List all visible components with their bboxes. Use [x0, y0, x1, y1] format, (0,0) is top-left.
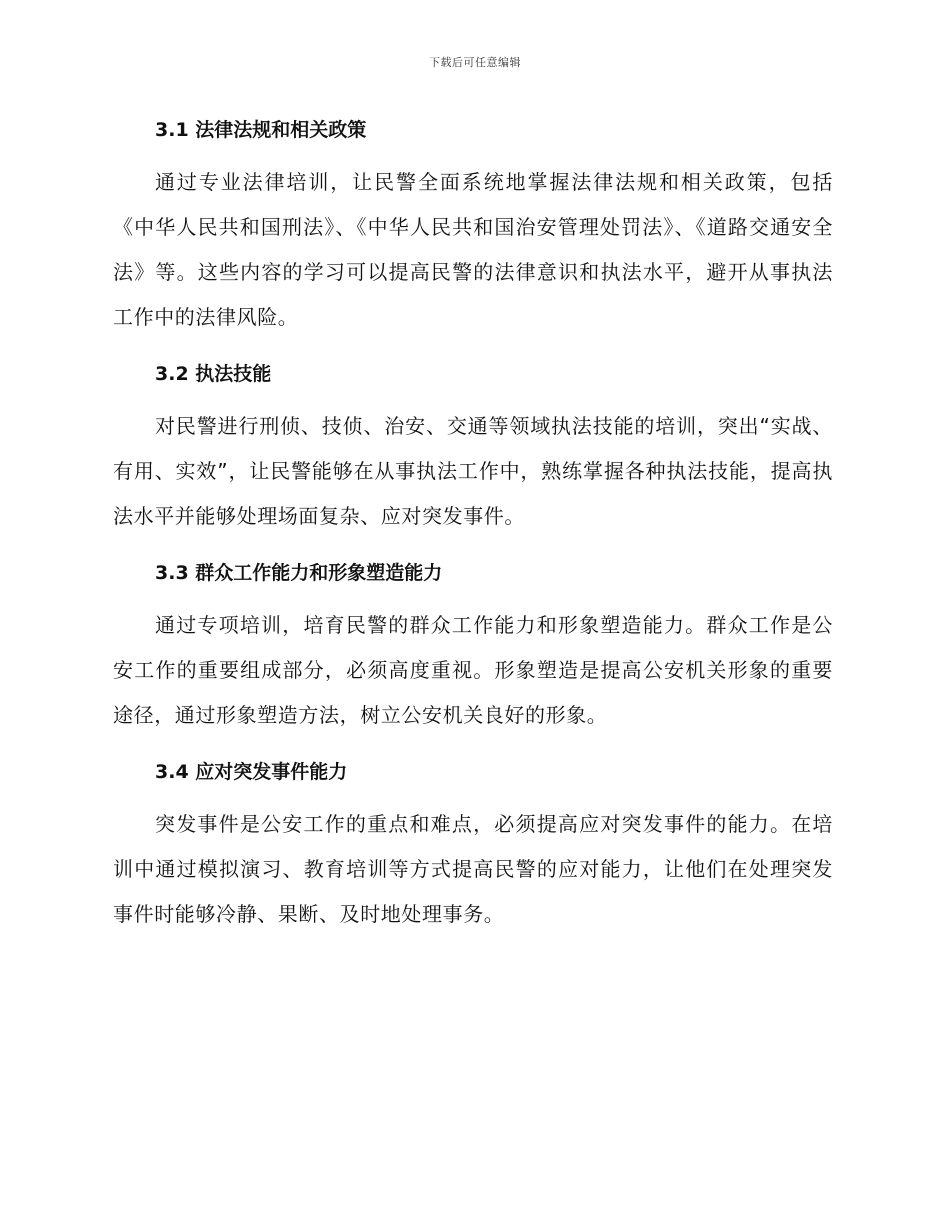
section-paragraph-3-4: 突发事件是公安工作的重点和难点，必须提高应对突发事件的能力。在培训中通过模拟演习、教育培训等方式提高民警的应对能力，让他们在处理突发事件时能够冷静、果断、及时地处理事务。 [113, 812, 833, 926]
document-body [113, 110, 833, 951]
section-heading-3-4: 3.4 应对突发事件能力 [155, 761, 348, 783]
section-heading-3-1: 3.1 法律法规和相关政策 [155, 119, 367, 141]
section-paragraph-3-3: 通过专项培训，培育民警的群众工作能力和形象塑造能力。群众工作是公安工作的重要组成部分，必须高度重视。形象塑造是提高公安机关形象的重要途径，通过形象塑造方法，树立公安机关良好的形象。 [113, 613, 833, 727]
section-paragraph-3-1: 通过专业法律培训，让民警全面系统地掌握法律法规和相关政策，包括《中华人民共和国刑法》、《中华人民共和国治安管理处罚法》、《道路交通安全法》等。这些内容的学习可以提高民警的法律意识和执法水平，避开从事执法工作中的法律风险。 [113, 170, 833, 329]
section-heading-3-2: 3.2 执法技能 [155, 363, 272, 385]
section-paragraph-3-2: 对民警进行刑侦、技侦、治安、交通等领域执法技能的培训，突出“实战、有用、实效”，让民警能够在从事执法工作中，熟练掌握各种执法技能，提高执法水平并能够处理场面复杂、应对突发事件。 [113, 414, 833, 528]
section-heading-3-3: 3.3 群众工作能力和形象塑造能力 [155, 562, 443, 584]
header-note: 下载后可任意编辑 [429, 56, 521, 69]
